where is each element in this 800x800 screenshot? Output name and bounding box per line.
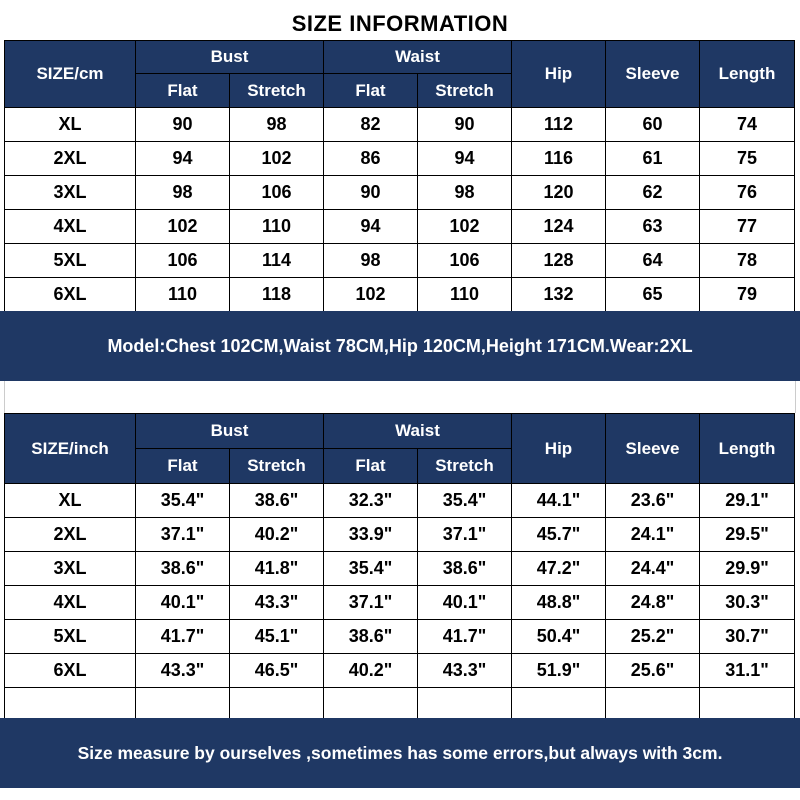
empty-cell (700, 688, 795, 721)
measure-cell: 24.1" (606, 518, 700, 552)
length-header: Length (700, 41, 795, 108)
empty-cell (230, 688, 324, 721)
measure-cell: 102 (418, 210, 512, 244)
size-label-cell: XL (5, 108, 136, 142)
empty-cell (606, 688, 700, 721)
measure-cell: 32.3" (324, 484, 418, 518)
measure-cell: 118 (230, 278, 324, 312)
note-banner: Size measure by ourselves ,sometimes has some errors,but always with 3cm. (0, 718, 800, 788)
empty-cell (512, 688, 606, 721)
table-row (5, 142, 795, 176)
measure-cell: 79 (700, 278, 795, 312)
measure-cell: 132 (512, 278, 606, 312)
measure-cell: 25.2" (606, 620, 700, 654)
size-label-cell: 4XL (5, 586, 136, 620)
size-label-cell: 4XL (5, 210, 136, 244)
empty-cell (324, 688, 418, 721)
model-info-banner: Model:Chest 102CM,Waist 78CM,Hip 120CM,Height 171CM.Wear:2XL (0, 311, 800, 381)
table-row (5, 552, 795, 586)
measure-cell: 74 (700, 108, 795, 142)
measure-cell: 98 (230, 108, 324, 142)
table-row (5, 484, 795, 518)
measure-cell: 98 (324, 244, 418, 278)
measure-cell: 30.7" (700, 620, 795, 654)
measure-cell: 102 (136, 210, 230, 244)
table-row (5, 518, 795, 552)
measure-cell: 110 (230, 210, 324, 244)
empty-cell (418, 688, 512, 721)
measure-cell: 41.7" (136, 620, 230, 654)
measure-cell: 44.1" (512, 484, 606, 518)
measure-cell: 29.5" (700, 518, 795, 552)
bust-stretch-header: Stretch (230, 74, 324, 108)
unit-header: SIZE/cm (5, 41, 136, 108)
measure-cell: 35.4" (136, 484, 230, 518)
table-row (5, 210, 795, 244)
measure-cell: 64 (606, 244, 700, 278)
table-row (5, 586, 795, 620)
size-label-cell: 3XL (5, 176, 136, 210)
size-label-cell: 5XL (5, 620, 136, 654)
measure-cell: 38.6" (230, 484, 324, 518)
measure-cell: 45.1" (230, 620, 324, 654)
sleeve-header: Sleeve (606, 414, 700, 484)
measure-cell: 114 (230, 244, 324, 278)
measure-cell: 94 (324, 210, 418, 244)
measure-cell: 82 (324, 108, 418, 142)
spacer-row (4, 381, 796, 413)
measure-cell: 78 (700, 244, 795, 278)
measure-cell: 94 (418, 142, 512, 176)
hip-header: Hip (512, 414, 606, 484)
table-body-inch (5, 484, 795, 721)
measure-cell: 25.6" (606, 654, 700, 688)
measure-cell: 43.3" (418, 654, 512, 688)
waist-stretch-header: Stretch (418, 449, 512, 484)
measure-cell: 98 (418, 176, 512, 210)
size-label-cell: XL (5, 484, 136, 518)
bust-flat-header: Flat (136, 449, 230, 484)
waist-stretch-header: Stretch (418, 74, 512, 108)
measure-cell: 51.9" (512, 654, 606, 688)
measure-cell: 38.6" (324, 620, 418, 654)
measure-cell: 116 (512, 142, 606, 176)
measure-cell: 38.6" (136, 552, 230, 586)
measure-cell: 63 (606, 210, 700, 244)
measure-cell: 45.7" (512, 518, 606, 552)
measure-cell: 65 (606, 278, 700, 312)
measure-cell: 37.1" (136, 518, 230, 552)
size-label-cell: 2XL (5, 518, 136, 552)
empty-cell (136, 688, 230, 721)
measure-cell: 40.2" (324, 654, 418, 688)
measure-cell: 110 (136, 278, 230, 312)
measure-cell: 30.3" (700, 586, 795, 620)
measure-cell: 60 (606, 108, 700, 142)
measure-cell: 76 (700, 176, 795, 210)
measure-cell: 29.9" (700, 552, 795, 586)
sleeve-header: Sleeve (606, 41, 700, 108)
measure-cell: 46.5" (230, 654, 324, 688)
bust-header: Bust (136, 41, 324, 74)
measure-cell: 48.8" (512, 586, 606, 620)
measure-cell: 102 (324, 278, 418, 312)
measure-cell: 35.4" (418, 484, 512, 518)
measure-cell: 110 (418, 278, 512, 312)
size-table-cm (4, 40, 795, 312)
measure-cell: 128 (512, 244, 606, 278)
measure-cell: 37.1" (418, 518, 512, 552)
measure-cell: 112 (512, 108, 606, 142)
table-row (5, 176, 795, 210)
size-label-cell: 5XL (5, 244, 136, 278)
page-title: SIZE INFORMATION (291, 11, 509, 36)
size-label-cell: 6XL (5, 654, 136, 688)
size-label-cell: 2XL (5, 142, 136, 176)
measure-cell: 47.2" (512, 552, 606, 586)
table-row (5, 620, 795, 654)
measure-cell: 23.6" (606, 484, 700, 518)
measure-cell: 120 (512, 176, 606, 210)
measure-cell: 90 (324, 176, 418, 210)
waist-header: Waist (324, 41, 512, 74)
measure-cell: 98 (136, 176, 230, 210)
size-label-cell: 3XL (5, 552, 136, 586)
measure-cell: 61 (606, 142, 700, 176)
measure-cell: 31.1" (700, 654, 795, 688)
bust-flat-header: Flat (136, 74, 230, 108)
measure-cell: 38.6" (418, 552, 512, 586)
size-label-cell: 6XL (5, 278, 136, 312)
measure-cell: 102 (230, 142, 324, 176)
measure-cell: 77 (700, 210, 795, 244)
empty-cell (5, 688, 136, 721)
waist-header: Waist (324, 414, 512, 449)
measure-cell: 124 (512, 210, 606, 244)
measure-cell: 35.4" (324, 552, 418, 586)
unit-header: SIZE/inch (5, 414, 136, 484)
measure-cell: 24.4" (606, 552, 700, 586)
measure-cell: 90 (418, 108, 512, 142)
measure-cell: 43.3" (136, 654, 230, 688)
length-header: Length (700, 414, 795, 484)
measure-cell: 40.1" (136, 586, 230, 620)
waist-flat-header: Flat (324, 74, 418, 108)
measure-cell: 41.7" (418, 620, 512, 654)
bust-header: Bust (136, 414, 324, 449)
size-table-inch (4, 413, 795, 721)
measure-cell: 33.9" (324, 518, 418, 552)
measure-cell: 29.1" (700, 484, 795, 518)
measure-cell: 106 (418, 244, 512, 278)
measure-cell: 40.1" (418, 586, 512, 620)
waist-flat-header: Flat (324, 449, 418, 484)
table-row (5, 278, 795, 312)
hip-header: Hip (512, 41, 606, 108)
measure-cell: 62 (606, 176, 700, 210)
measure-cell: 41.8" (230, 552, 324, 586)
bust-stretch-header: Stretch (230, 449, 324, 484)
measure-cell: 37.1" (324, 586, 418, 620)
table-row (5, 654, 795, 688)
measure-cell: 94 (136, 142, 230, 176)
table-row (5, 244, 795, 278)
measure-cell: 106 (230, 176, 324, 210)
table-body-cm (5, 108, 795, 312)
measure-cell: 40.2" (230, 518, 324, 552)
measure-cell: 86 (324, 142, 418, 176)
measure-cell: 43.3" (230, 586, 324, 620)
measure-cell: 90 (136, 108, 230, 142)
measure-cell: 75 (700, 142, 795, 176)
measure-cell: 24.8" (606, 586, 700, 620)
empty-row (5, 688, 795, 721)
measure-cell: 106 (136, 244, 230, 278)
measure-cell: 50.4" (512, 620, 606, 654)
table-row (5, 108, 795, 142)
